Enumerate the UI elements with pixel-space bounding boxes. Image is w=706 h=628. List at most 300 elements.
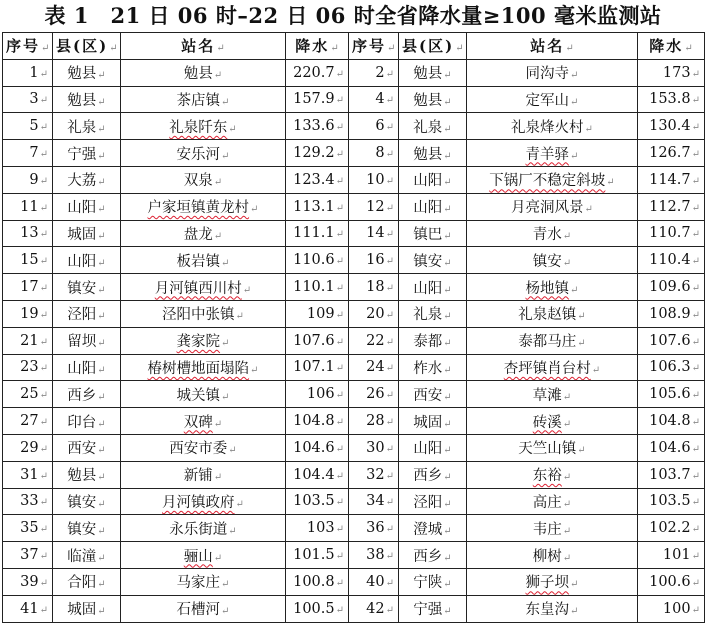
table-header-row [3, 33, 705, 60]
cell-county [53, 140, 121, 167]
cell-rainfall [286, 515, 349, 542]
column-header-label: 序号 [352, 37, 387, 56]
cell-county [399, 381, 467, 408]
cell-text: 30 [366, 439, 385, 456]
paragraph-mark-icon: ↵ [443, 418, 452, 430]
cell-rainfall [638, 247, 705, 274]
paragraph-mark-icon: ↵ [221, 606, 230, 618]
paragraph-mark-icon: ↵ [691, 95, 700, 107]
cell-station [467, 381, 638, 408]
cell-county [399, 166, 467, 193]
cell-county [399, 595, 467, 622]
cell-seq [3, 220, 53, 247]
paragraph-mark-icon: ↵ [570, 96, 579, 108]
cell-station [467, 434, 638, 461]
cell-county [53, 542, 121, 569]
cell-seq [349, 568, 399, 595]
table-row [3, 300, 705, 327]
cell-text: 永乐街道 [169, 521, 228, 538]
cell-rainfall [638, 542, 705, 569]
paragraph-mark-icon: ↵ [97, 123, 106, 135]
paragraph-mark-icon: ↵ [228, 123, 237, 135]
cell-rainfall [286, 542, 349, 569]
cell-station [121, 595, 286, 622]
cell-rainfall [286, 354, 349, 381]
paragraph-mark-icon: ↵ [387, 43, 396, 55]
cell-text: 西安市委 [169, 441, 228, 458]
cell-text: 澄城 [413, 521, 443, 538]
paragraph-mark-icon: ↵ [335, 363, 344, 375]
cell-text: 宁陕 [413, 575, 443, 592]
cell-station [467, 166, 638, 193]
cell-text: 36 [366, 520, 385, 537]
cell-text: 114.7 [649, 171, 691, 188]
paragraph-mark-icon: ↵ [443, 177, 452, 189]
cell-station [121, 274, 286, 301]
cell-text: 礼泉 [413, 119, 443, 136]
cell-station [467, 220, 638, 247]
paragraph-mark-icon: ↵ [97, 552, 106, 564]
paragraph-mark-icon: ↵ [570, 606, 579, 618]
paragraph-mark-icon: ↵ [385, 122, 394, 134]
cell-seq [3, 434, 53, 461]
cell-text: 东皇沟 [525, 602, 570, 619]
cell-station [467, 515, 638, 542]
cell-county [399, 300, 467, 327]
cell-seq [349, 434, 399, 461]
table-row [3, 408, 705, 435]
cell-text: 西乡 [413, 468, 443, 485]
cell-station [467, 113, 638, 140]
paragraph-mark-icon: ↵ [606, 177, 615, 189]
cell-text: 镇安 [413, 253, 443, 270]
paragraph-mark-icon: ↵ [97, 579, 106, 591]
paragraph-mark-icon: ↵ [385, 175, 394, 187]
cell-text: 12 [366, 198, 385, 215]
cell-county [399, 113, 467, 140]
cell-text: 9 [29, 171, 39, 188]
paragraph-mark-icon: ↵ [443, 70, 452, 82]
cell-station [467, 247, 638, 274]
table-row [3, 274, 705, 301]
cell-county [399, 220, 467, 247]
paragraph-mark-icon: ↵ [443, 498, 452, 510]
cell-station [121, 300, 286, 327]
paragraph-mark-icon: ↵ [691, 149, 700, 161]
paragraph-mark-icon: ↵ [39, 363, 48, 375]
paragraph-mark-icon: ↵ [97, 418, 106, 430]
cell-county [399, 274, 467, 301]
paragraph-mark-icon: ↵ [250, 364, 259, 376]
cell-text: 39 [20, 573, 39, 590]
cell-text: 山阳 [413, 200, 443, 217]
cell-text: 草滩 [532, 387, 562, 404]
cell-rainfall [638, 434, 705, 461]
paragraph-mark-icon: ↵ [97, 96, 106, 108]
paragraph-mark-icon: ↵ [562, 552, 572, 564]
paragraph-mark-icon: ↵ [443, 364, 452, 376]
paragraph-mark-icon: ↵ [562, 230, 572, 242]
table-body [3, 59, 705, 622]
paragraph-mark-icon: ↵ [385, 497, 394, 509]
table-row [3, 488, 705, 515]
table-row [3, 461, 705, 488]
cell-county [53, 515, 121, 542]
paragraph-mark-icon: ↵ [39, 390, 48, 402]
cell-station [467, 327, 638, 354]
cell-text: 户家垣镇黄龙村 [147, 200, 250, 217]
column-header-label: 降水 [295, 37, 330, 56]
column-header-seq [349, 33, 399, 60]
cell-seq [3, 59, 53, 86]
cell-text: 27 [20, 413, 39, 430]
cell-text: 5 [29, 118, 39, 135]
paragraph-mark-icon: ↵ [97, 204, 106, 216]
paragraph-mark-icon: ↵ [443, 123, 452, 135]
cell-text: 110.7 [649, 225, 691, 242]
paragraph-mark-icon: ↵ [97, 230, 106, 242]
cell-seq [3, 354, 53, 381]
cell-text: 镇巴 [413, 226, 443, 243]
paragraph-mark-icon: ↵ [691, 68, 700, 80]
paragraph-mark-icon: ↵ [584, 123, 593, 135]
table-row [3, 381, 705, 408]
table-row [3, 193, 705, 220]
cell-seq [349, 327, 399, 354]
paragraph-mark-icon: ↵ [39, 470, 48, 482]
cell-text: 17 [20, 279, 39, 296]
cell-text: 泾阳 [413, 494, 443, 511]
cell-text: 城固 [413, 414, 443, 431]
paragraph-mark-icon: ↵ [385, 336, 394, 348]
cell-text: 山阳 [413, 173, 443, 190]
cell-county [53, 434, 121, 461]
cell-rainfall [286, 193, 349, 220]
table-row [3, 113, 705, 140]
cell-rainfall [286, 595, 349, 622]
cell-station [467, 542, 638, 569]
cell-text: 泾阳中张镇 [162, 307, 235, 324]
paragraph-mark-icon: ↵ [330, 43, 339, 55]
paragraph-mark-icon: ↵ [562, 472, 572, 484]
cell-station [467, 59, 638, 86]
cell-text: 西安 [67, 441, 97, 458]
cell-text: 马家庄 [176, 575, 221, 592]
cell-text: 勉县 [67, 66, 97, 83]
cell-text: 107.1 [293, 359, 335, 376]
paragraph-mark-icon: ↵ [221, 150, 230, 162]
cell-text: 礼泉烽火村 [511, 119, 584, 136]
paragraph-mark-icon: ↵ [213, 418, 223, 430]
cell-text: 105.6 [649, 386, 691, 403]
cell-text: 100 [662, 600, 691, 617]
cell-text: 41 [20, 600, 39, 617]
cell-rainfall [638, 113, 705, 140]
paragraph-mark-icon: ↵ [691, 524, 700, 536]
table-row [3, 595, 705, 622]
paragraph-mark-icon: ↵ [97, 525, 106, 537]
paragraph-mark-icon: ↵ [691, 229, 700, 241]
cell-station [121, 568, 286, 595]
cell-text: 砖溪 [532, 414, 562, 431]
cell-text: 杏坪镇肖台村 [503, 360, 591, 377]
cell-seq [349, 166, 399, 193]
cell-text: 14 [366, 225, 385, 242]
cell-text: 2 [375, 64, 385, 81]
cell-rainfall [638, 354, 705, 381]
table-row [3, 434, 705, 461]
paragraph-mark-icon: ↵ [97, 498, 106, 510]
cell-text: 103.5 [293, 493, 335, 510]
paragraph-mark-icon: ↵ [39, 229, 48, 241]
paragraph-mark-icon: ↵ [562, 498, 572, 510]
cell-text: 安乐河 [176, 146, 221, 163]
cell-text: 高庄 [532, 494, 562, 511]
cell-county [53, 59, 121, 86]
cell-text: 板岩镇 [176, 253, 221, 270]
cell-seq [349, 542, 399, 569]
cell-text: 镇安 [67, 280, 97, 297]
paragraph-mark-icon: ↵ [235, 498, 244, 510]
table-row [3, 86, 705, 113]
cell-rainfall [638, 59, 705, 86]
paragraph-mark-icon: ↵ [385, 309, 394, 321]
cell-text: 37 [20, 547, 39, 564]
table-row [3, 354, 705, 381]
paragraph-mark-icon: ↵ [385, 202, 394, 214]
paragraph-mark-icon: ↵ [216, 43, 225, 55]
cell-seq [3, 300, 53, 327]
cell-text: 24 [366, 359, 385, 376]
cell-seq [349, 300, 399, 327]
table-row [3, 247, 705, 274]
column-header-label: 降水 [649, 37, 684, 56]
paragraph-mark-icon: ↵ [97, 150, 106, 162]
paragraph-mark-icon: ↵ [385, 229, 394, 241]
paragraph-mark-icon: ↵ [39, 202, 48, 214]
cell-text: 临潼 [67, 548, 97, 565]
cell-rainfall [286, 327, 349, 354]
cell-seq [3, 193, 53, 220]
paragraph-mark-icon: ↵ [335, 443, 344, 455]
paragraph-mark-icon: ↵ [39, 577, 48, 589]
paragraph-mark-icon: ↵ [213, 552, 223, 564]
cell-text: 6 [375, 118, 385, 135]
paragraph-mark-icon: ↵ [335, 95, 344, 107]
cell-text: 101.5 [293, 547, 335, 564]
cell-rainfall [638, 300, 705, 327]
cell-rainfall [638, 274, 705, 301]
cell-text: 石槽河 [176, 602, 221, 619]
cell-text: 13 [20, 225, 39, 242]
column-header-label: 序号 [6, 37, 41, 56]
cell-text: 29 [20, 439, 39, 456]
paragraph-mark-icon: ↵ [97, 364, 106, 376]
cell-seq [349, 86, 399, 113]
paragraph-mark-icon: ↵ [443, 606, 452, 618]
paragraph-mark-icon: ↵ [562, 418, 572, 430]
cell-text: 113.1 [293, 198, 335, 215]
paragraph-mark-icon: ↵ [97, 606, 106, 618]
cell-text: 杨地镇 [525, 280, 570, 297]
cell-text: 38 [366, 547, 385, 564]
cell-text: 33 [20, 493, 39, 510]
cell-text: 130.4 [649, 118, 691, 135]
cell-county [53, 220, 121, 247]
paragraph-mark-icon: ↵ [385, 363, 394, 375]
paragraph-mark-icon: ↵ [228, 445, 237, 457]
paragraph-mark-icon: ↵ [385, 95, 394, 107]
cell-seq [349, 408, 399, 435]
column-header-label: 站名 [530, 37, 565, 56]
cell-seq [349, 220, 399, 247]
cell-county [399, 488, 467, 515]
table-row [3, 140, 705, 167]
cell-county [399, 354, 467, 381]
cell-rainfall [286, 86, 349, 113]
cell-text: 骊山 [183, 548, 213, 565]
cell-county [399, 515, 467, 542]
paragraph-mark-icon: ↵ [691, 283, 700, 295]
paragraph-mark-icon: ↵ [570, 284, 579, 296]
cell-station [467, 274, 638, 301]
cell-station [121, 327, 286, 354]
cell-rainfall [286, 461, 349, 488]
cell-seq [3, 488, 53, 515]
paragraph-mark-icon: ↵ [39, 256, 48, 268]
cell-text: 173 [662, 64, 691, 81]
cell-text: 城关镇 [176, 387, 221, 404]
paragraph-mark-icon: ↵ [691, 390, 700, 402]
paragraph-mark-icon: ↵ [213, 177, 223, 189]
cell-text: 18 [366, 279, 385, 296]
cell-text: 同沟寺 [525, 66, 570, 83]
cell-station [121, 434, 286, 461]
paragraph-mark-icon: ↵ [443, 525, 452, 537]
cell-rainfall [286, 568, 349, 595]
cell-text: 韦庄 [532, 521, 562, 538]
cell-rainfall [286, 166, 349, 193]
cell-text: 山阳 [413, 441, 443, 458]
paragraph-mark-icon: ↵ [691, 417, 700, 429]
paragraph-mark-icon: ↵ [335, 551, 344, 563]
cell-county [53, 300, 121, 327]
paragraph-mark-icon: ↵ [335, 390, 344, 402]
cell-station [121, 140, 286, 167]
cell-station [121, 86, 286, 113]
cell-county [399, 140, 467, 167]
cell-county [399, 461, 467, 488]
cell-text: 山阳 [67, 253, 97, 270]
paragraph-mark-icon: ↵ [443, 391, 452, 403]
paragraph-mark-icon: ↵ [39, 68, 48, 80]
cell-text: 城固 [67, 602, 97, 619]
cell-text: 泰都 [413, 334, 443, 351]
cell-text: 茶店镇 [176, 92, 221, 109]
cell-text: 126.7 [649, 145, 691, 162]
cell-text: 28 [366, 413, 385, 430]
cell-station [121, 247, 286, 274]
paragraph-mark-icon: ↵ [562, 391, 572, 403]
cell-text: 勉县 [413, 66, 443, 83]
paragraph-mark-icon: ↵ [39, 604, 48, 616]
cell-text: 104.4 [293, 466, 335, 483]
cell-station [121, 220, 286, 247]
paragraph-mark-icon: ↵ [570, 150, 579, 162]
cell-text: 111.1 [293, 225, 335, 242]
paragraph-mark-icon: ↵ [385, 551, 394, 563]
cell-text: 220.7 [293, 64, 335, 81]
cell-rainfall [286, 59, 349, 86]
paragraph-mark-icon: ↵ [39, 417, 48, 429]
cell-text: 定军山 [525, 92, 570, 109]
cell-county [399, 247, 467, 274]
cell-station [121, 59, 286, 86]
cell-text: 103 [306, 520, 335, 537]
cell-text: 柞水 [413, 360, 443, 377]
cell-seq [349, 113, 399, 140]
cell-text: 宁强 [67, 146, 97, 163]
paragraph-mark-icon: ↵ [39, 149, 48, 161]
cell-station [467, 568, 638, 595]
cell-seq [3, 274, 53, 301]
paragraph-mark-icon: ↵ [443, 338, 452, 350]
cell-rainfall [638, 568, 705, 595]
cell-text: 40 [366, 573, 385, 590]
paragraph-mark-icon: ↵ [97, 445, 106, 457]
paragraph-mark-icon: ↵ [39, 497, 48, 509]
paragraph-mark-icon: ↵ [335, 497, 344, 509]
paragraph-mark-icon: ↵ [97, 284, 106, 296]
paragraph-mark-icon: ↵ [591, 364, 601, 376]
table-row [3, 220, 705, 247]
cell-rainfall [286, 140, 349, 167]
cell-text: 108.9 [649, 305, 691, 322]
cell-text: 35 [20, 520, 39, 537]
cell-text: 109.6 [649, 279, 691, 296]
column-header-label: 县(区) [56, 37, 109, 56]
paragraph-mark-icon: ↵ [562, 525, 572, 537]
cell-text: 157.9 [293, 91, 335, 108]
cell-text: 31 [20, 466, 39, 483]
paragraph-mark-icon: ↵ [443, 96, 452, 108]
cell-rainfall [286, 381, 349, 408]
cell-text: 柳树 [532, 548, 562, 565]
paragraph-mark-icon: ↵ [443, 472, 452, 484]
cell-station [121, 408, 286, 435]
cell-text: 129.2 [293, 145, 335, 162]
cell-station [467, 140, 638, 167]
paragraph-mark-icon: ↵ [691, 363, 700, 375]
cell-seq [3, 595, 53, 622]
paragraph-mark-icon: ↵ [691, 256, 700, 268]
cell-county [399, 434, 467, 461]
paragraph-mark-icon: ↵ [443, 257, 452, 269]
paragraph-mark-icon: ↵ [39, 175, 48, 187]
paragraph-mark-icon: ↵ [385, 283, 394, 295]
cell-rainfall [638, 408, 705, 435]
cell-seq [349, 595, 399, 622]
cell-text: 109 [306, 305, 335, 322]
cell-seq [349, 354, 399, 381]
paragraph-mark-icon: ↵ [221, 338, 230, 350]
cell-text: 西乡 [67, 387, 97, 404]
cell-text: 106.3 [649, 359, 691, 376]
paragraph-mark-icon: ↵ [228, 525, 237, 537]
cell-text: 泾阳 [67, 307, 97, 324]
cell-text: 112.7 [649, 198, 691, 215]
cell-text: 勉县 [413, 92, 443, 109]
